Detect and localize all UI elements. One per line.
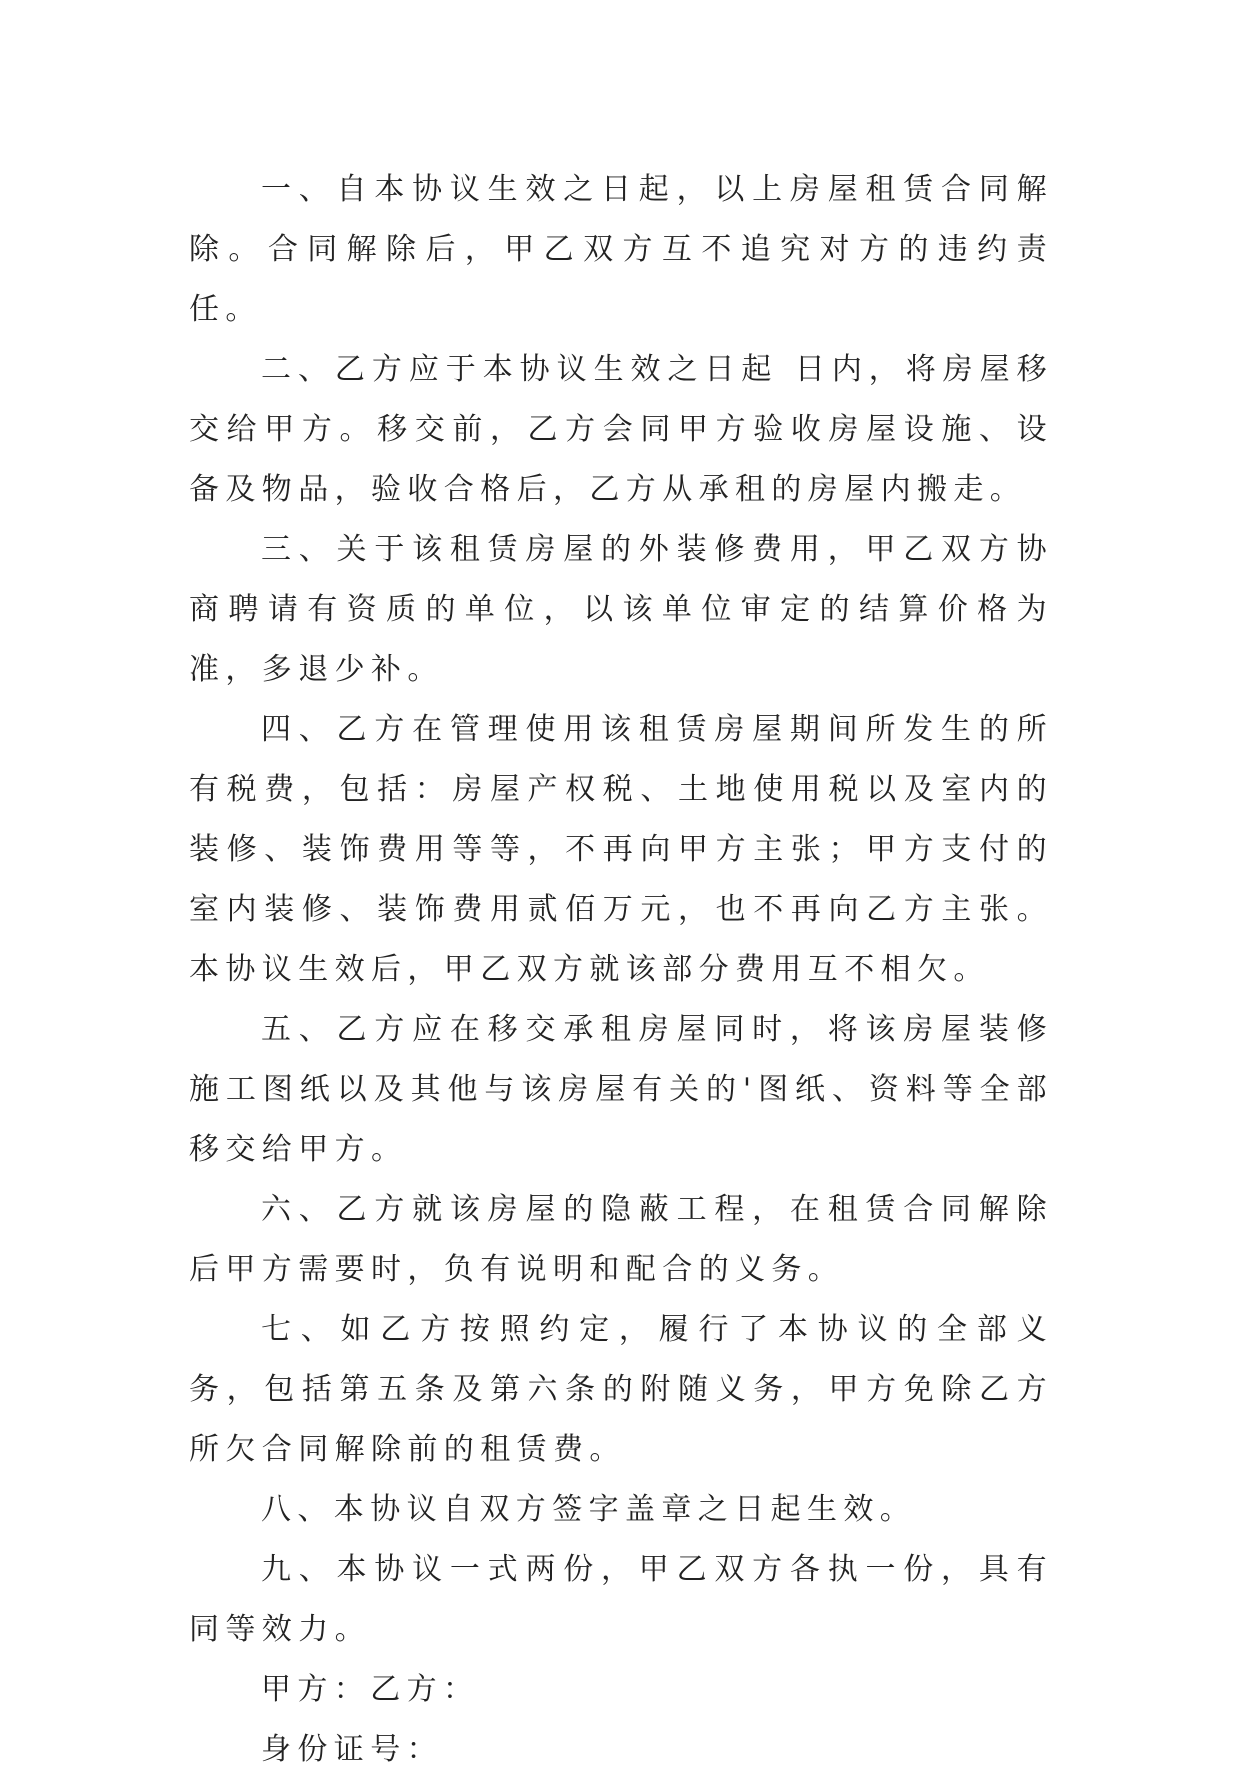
clause-2: 二、乙方应于本协议生效之日起 日内，将房屋移交给甲方。移交前，乙方会同甲方验收房屋设施、设备及物品，验收合格后，乙方从承租的房屋内搬走。 — [189, 352, 1053, 507]
document-page — [189, 160, 1053, 1780]
clause-4: 四、乙方在管理使用该租赁房屋期间所发生的所有税费，包括：房屋产权税、土地使用税以及室内的装修、装饰费用等等，不再向甲方主张；甲方支付的室内装修、装饰费用贰佰万元，也不再向乙方主张。本协议生效后，甲乙双方就该部分费用互不相欠。 — [189, 712, 1053, 987]
signature-parties: 甲方：乙方： — [261, 1672, 480, 1707]
clause-7: 七、如乙方按照约定，履行了本协议的全部义务，包括第五条及第六条的附随义务，甲方免除乙方所欠合同解除前的租赁费。 — [189, 1312, 1053, 1467]
clause-9: 九、本协议一式两份，甲乙双方各执一份，具有同等效力。 — [189, 1552, 1053, 1647]
id-number-line: 身份证号： — [261, 1732, 443, 1767]
clause-5: 五、乙方应在移交承租房屋同时，将该房屋装修施工图纸以及其他与该房屋有关的'图纸、资料等全部移交给甲方。 — [189, 1012, 1053, 1167]
clause-8: 八、本协议自双方签字盖章之日起生效。 — [261, 1492, 917, 1527]
clause-1: 一、自本协议生效之日起，以上房屋租赁合同解除。合同解除后，甲乙双方互不追究对方的违约责任。 — [189, 172, 1053, 327]
clause-3: 三、关于该租赁房屋的外装修费用，甲乙双方协商聘请有资质的单位，以该单位审定的结算价格为准，多退少补。 — [189, 532, 1053, 687]
clause-6: 六、乙方就该房屋的隐蔽工程，在租赁合同解除后甲方需要时，负有说明和配合的义务。 — [189, 1192, 1053, 1287]
